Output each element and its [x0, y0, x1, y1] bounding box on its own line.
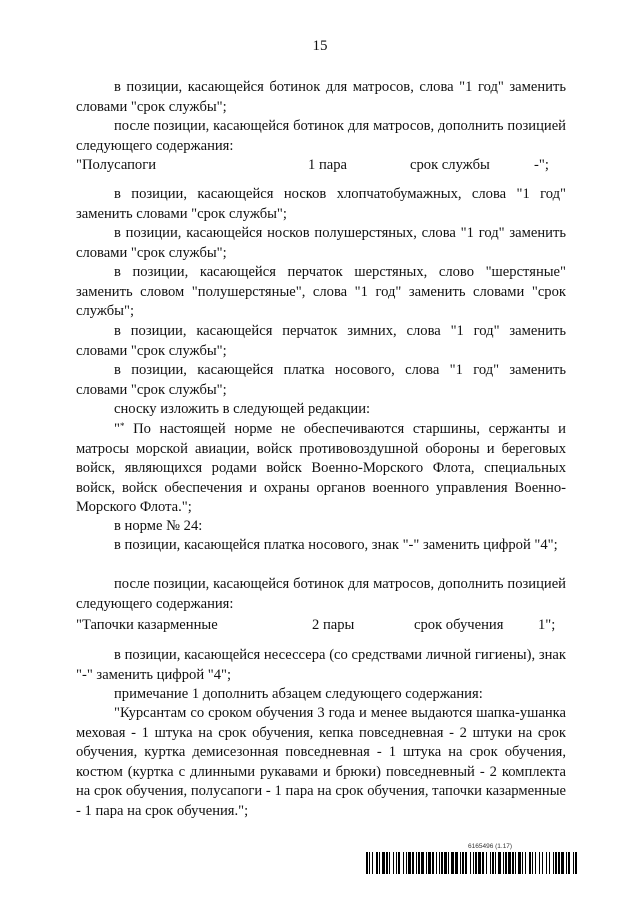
paragraph: в позиции, касающейся перчаток зимних, слова "1 год" заменить словами "срок службы";: [76, 323, 566, 359]
paragraph: в норме № 24:: [114, 518, 203, 534]
paragraph: в позиции, касающейся несессера (со средствами личной гигиены), знак "-" заменить цифрой "4";: [76, 647, 566, 683]
item-name: "Тапочки казарменные: [76, 617, 218, 633]
barcode-bar: [575, 852, 577, 874]
paragraph: в позиции, касающейся платка носового, слова "1 год" заменить словами "срок службы";: [76, 362, 566, 398]
table-row: [76, 156, 566, 176]
item-term: срок обучения: [414, 617, 504, 633]
page-number: 15: [312, 38, 328, 54]
paragraph: в позиции, касающейся платка носового, знак "-" заменить цифрой "4";: [114, 537, 558, 553]
paragraph: в позиции, касающейся перчаток шерстяных, слово "шерстяные" заменить словом "полушерстяные", слова "1 год" заменить словами "срок службы";: [76, 264, 566, 319]
table-row: [76, 616, 566, 636]
paragraph: после позиции, касающейся ботинок для матросов, дополнить позицией следующего содержания:: [76, 118, 566, 154]
paragraph: примечание 1 дополнить абзацем следующего содержания:: [114, 686, 483, 702]
item-value: 1";: [538, 617, 556, 633]
item-value: -";: [534, 157, 549, 173]
paragraph: в позиции, касающейся носков хлопчатобумажных, слова "1 год" заменить словами "срок службы";: [76, 186, 566, 222]
paragraph: после позиции, касающейся ботинок для матросов, дополнить позицией следующего содержания:: [76, 576, 566, 612]
item-quantity: 1 пара: [308, 157, 348, 173]
item-name: "Полусапоги: [76, 157, 157, 173]
document-id: 6165496 (1.17): [468, 843, 513, 850]
paragraph: сноску изложить в следующей редакции:: [114, 401, 371, 417]
footnote-mark: *: [119, 421, 125, 431]
item-quantity: 2 пары: [312, 617, 355, 633]
item-term: срок службы: [410, 157, 490, 173]
paragraph: в позиции, касающейся носков полушерстяных, слова "1 год" заменить словами "срок службы";: [76, 225, 566, 261]
paragraph: в позиции, касающейся ботинок для матросов, слова "1 год" заменить словами "срок службы";: [76, 79, 566, 115]
footnote-paragraph: "* По настоящей норме не обеспечиваются старшины, сержанты и матросы морской авиации, войск противовоздушной обороны и береговых войск, являющихся родами войск Военно-Морского Флота, специальных войск, войск обеспечения и охраны органов военного управления Военно-Морского Флота.";: [76, 421, 566, 515]
paragraph: "Курсантам со сроком обучения 3 года и менее выдаются шапка-ушанка меховая - 1 штука на срок обучения, кепка повседневная - 2 штуки на срок обучения, куртка демисезонная повседневная - 1 штука на срок обучения, костюм (куртка с длинными рукавами и брюки) повседневный - 2 комплекта на срок обучения, полусапоги - 1 пара на срок обучения, тапочки казарменные - 1 пара на срок обучения.";: [76, 705, 566, 819]
barcode: [366, 852, 578, 874]
